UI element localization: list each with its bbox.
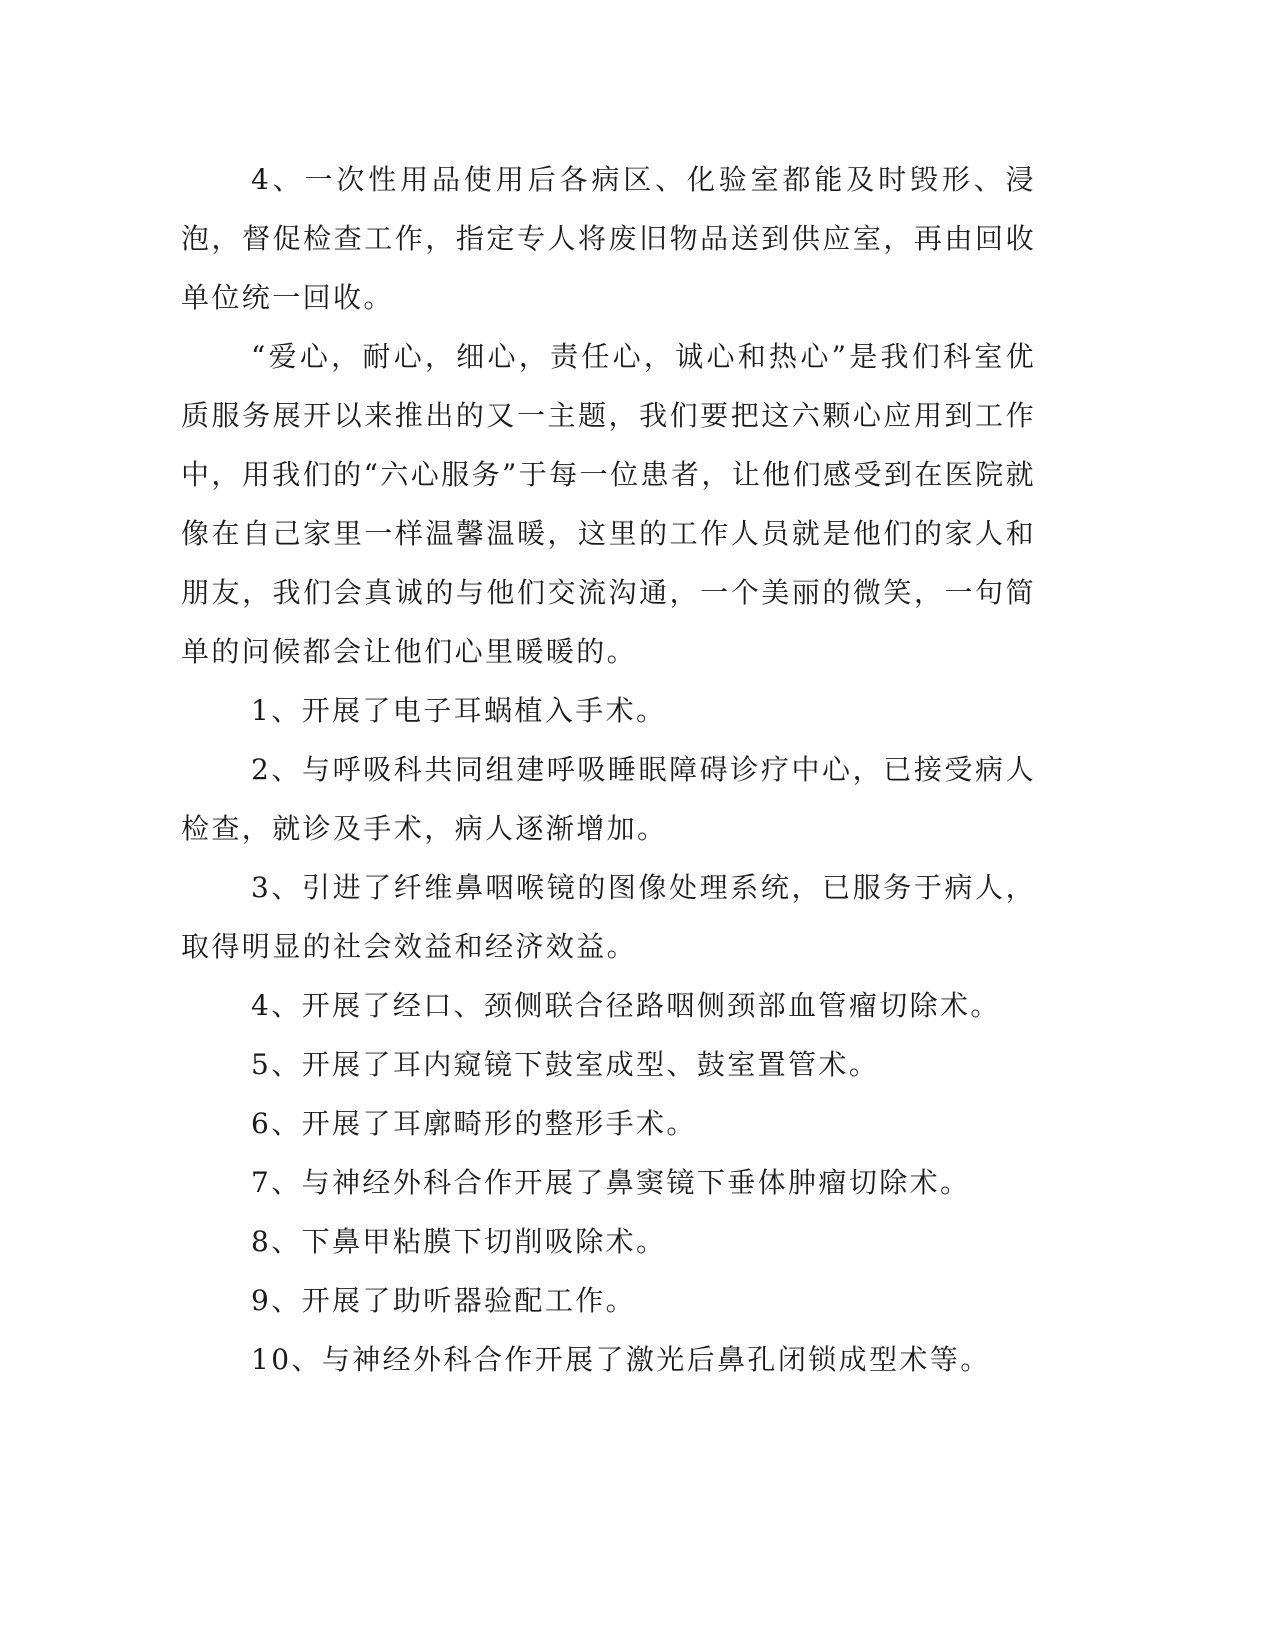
list-item-turbinate-resection: 8、下鼻甲粘膜下切削吸除术。 xyxy=(251,1225,667,1258)
list-item-cochlear-implant: 1、开展了电子耳蜗植入手术。 xyxy=(251,694,667,727)
list-item-tympanoplasty: 5、开展了耳内窥镜下鼓室成型、鼓室置管术。 xyxy=(251,1048,880,1081)
list-item-hemangioma-resection: 4、开展了经口、颈侧联合径路咽侧颈部血管瘤切除术。 xyxy=(251,989,1001,1022)
list-item-pituitary-tumor-resection: 7、与神经外科合作开展了鼻窦镜下垂体肿瘤切除术。 xyxy=(251,1166,971,1199)
list-item-endoscope-imaging: 3、引进了纤维鼻咽喉镜的图像处理系统，已服务于病人，取得明显的社会效益和经济效益。 xyxy=(181,871,1036,963)
document-body xyxy=(181,150,1036,1389)
list-item-auricle-plastic-surgery: 6、开展了耳廓畸形的整形手术。 xyxy=(251,1107,697,1140)
paragraph-six-hearts-service: “爱心，耐心，细心，责任心，诚心和热心”是我们科室优质服务展开以来推出的又一主题，我们要把这六颗心应用到工作中，用我们的“六心服务”于每一位患者，让他们感受到在医院就像在自己家里一样温馨温暖，这里的工作人员就是他们的家人和朋友，我们会真诚的与他们交流沟通，一个美丽的微笑，一句简单的问候都会让他们心里暖暖的。 xyxy=(181,340,1036,668)
paragraph-disposable-items: 4、一次性用品使用后各病区、化验室都能及时毁形、浸泡，督促检查工作，指定专人将废旧物品送到供应室，再由回收单位统一回收。 xyxy=(181,163,1036,314)
list-item-choanal-atresia-surgery: 10、与神经外科合作开展了激光后鼻孔闭锁成型术等。 xyxy=(251,1343,991,1376)
list-item-sleep-center: 2、与呼吸科共同组建呼吸睡眠障碍诊疗中心，已接受病人检查，就诊及手术，病人逐渐增加。 xyxy=(181,753,1036,845)
list-item-hearing-aid-fitting: 9、开展了助听器验配工作。 xyxy=(251,1284,637,1317)
